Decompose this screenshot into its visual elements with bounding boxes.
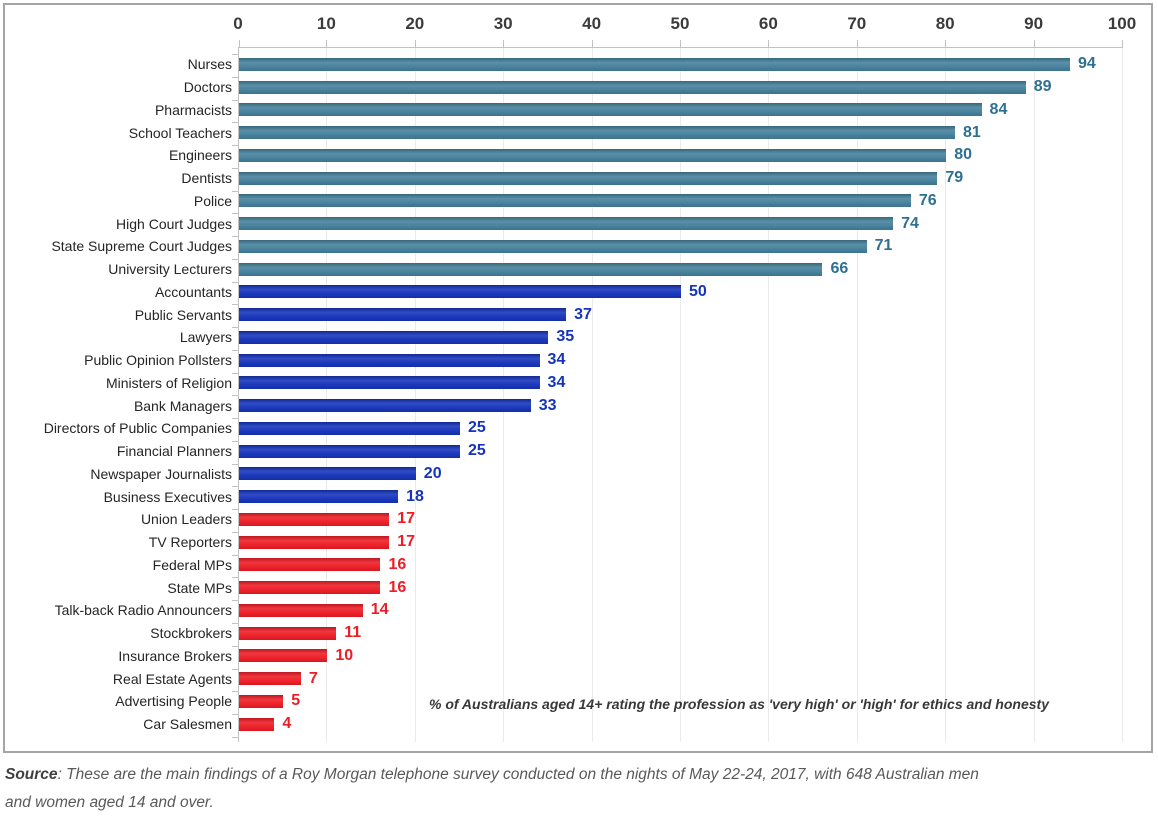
- bar-row: [5, 622, 1123, 645]
- source-line-2: and women aged 14 and over.: [5, 794, 214, 811]
- category-label: Pharmacists: [154, 101, 232, 118]
- value-label: 74: [901, 214, 919, 232]
- category-label: Financial Planners: [116, 443, 232, 460]
- bar: [239, 695, 283, 708]
- value-label: 17: [397, 533, 416, 551]
- category-label: Insurance Brokers: [118, 647, 232, 664]
- category-label: Newspaper Journalists: [90, 465, 232, 482]
- value-label: 11: [344, 624, 362, 642]
- bar: [239, 172, 937, 185]
- bar: [239, 308, 566, 321]
- value-label: 16: [388, 578, 407, 596]
- value-label: 81: [963, 123, 981, 141]
- x-tick-label: 40: [582, 14, 602, 33]
- x-tick-label: 50: [670, 14, 690, 33]
- category-label: Directors of Public Companies: [43, 420, 232, 437]
- bar: [239, 126, 955, 139]
- value-label: 80: [954, 146, 972, 164]
- bar-row: [5, 508, 1123, 531]
- value-label: 50: [689, 282, 707, 300]
- bar: [239, 58, 1070, 71]
- x-tick-label: 20: [405, 14, 425, 33]
- bar-row: [5, 76, 1123, 99]
- axis-tick: [680, 40, 681, 47]
- bar-row: [5, 372, 1123, 395]
- bar-row: [5, 212, 1123, 235]
- category-label: Real Estate Agents: [112, 670, 232, 687]
- value-label: 71: [874, 237, 893, 255]
- bar-row: [5, 576, 1123, 599]
- x-axis: [233, 14, 1137, 38]
- bar: [239, 445, 460, 458]
- source-line-1: [5, 761, 1155, 789]
- value-label: 25: [468, 442, 486, 460]
- category-label: Nurses: [187, 56, 232, 73]
- bar-row: [5, 235, 1123, 258]
- bar-row: [5, 667, 1123, 690]
- bar: [239, 103, 982, 116]
- bar-row: [5, 599, 1123, 622]
- category-label: Police: [193, 192, 232, 209]
- bar: [239, 194, 911, 207]
- bar-row: [5, 121, 1123, 144]
- axis-tick: [592, 40, 593, 47]
- bar: [239, 581, 380, 594]
- category-label: University Lecturers: [108, 261, 232, 278]
- value-label: 10: [335, 646, 354, 664]
- bar-row: [5, 258, 1123, 281]
- bar: [239, 627, 336, 640]
- bar: [239, 331, 548, 344]
- value-label: 5: [291, 692, 301, 710]
- category-label: High Court Judges: [116, 215, 232, 232]
- value-label: 66: [830, 260, 849, 278]
- category-label: Advertising People: [115, 693, 232, 710]
- category-label: TV Reporters: [148, 534, 232, 551]
- bar: [239, 604, 363, 617]
- bar-row: [5, 554, 1123, 577]
- bar-row: [5, 349, 1123, 372]
- bar-row: [5, 144, 1123, 167]
- bar: [239, 490, 398, 503]
- value-label: 4: [282, 715, 292, 733]
- value-label: 14: [370, 601, 389, 619]
- x-tick-label: 60: [758, 14, 778, 33]
- x-tick-label: 0: [233, 14, 243, 33]
- source-note: [5, 761, 1155, 817]
- category-label: Federal MPs: [152, 556, 232, 573]
- bar: [239, 649, 327, 662]
- value-label: 7: [308, 669, 318, 687]
- bar: [239, 263, 822, 276]
- value-label: 34: [547, 373, 566, 391]
- value-label: 33: [538, 396, 557, 414]
- category-label: School Teachers: [128, 124, 232, 141]
- value-label: 18: [406, 487, 424, 505]
- bar-rows: [5, 53, 1123, 736]
- axis-tick: [1122, 40, 1123, 47]
- bar-row: [5, 99, 1123, 122]
- axis-tick: [945, 40, 946, 47]
- value-label: 84: [989, 100, 1008, 118]
- bar: [239, 513, 389, 526]
- bar-row: [5, 53, 1123, 76]
- category-label: State MPs: [167, 579, 232, 596]
- bar-row: [5, 463, 1123, 486]
- axis-tick: [503, 40, 504, 47]
- axis-tick: [768, 40, 769, 47]
- bar-row: [5, 531, 1123, 554]
- category-label: Stockbrokers: [150, 625, 232, 642]
- bar-row: [5, 303, 1123, 326]
- bar-row: [5, 167, 1123, 190]
- axis-tick: [239, 40, 240, 47]
- category-label: Talk-back Radio Announcers: [54, 602, 232, 619]
- bar: [239, 81, 1026, 94]
- category-label: Engineers: [168, 147, 232, 164]
- value-label: 20: [423, 464, 442, 482]
- category-axis-tick: [232, 737, 238, 738]
- category-label: Car Salesmen: [143, 716, 232, 733]
- value-label: 89: [1033, 78, 1052, 96]
- bar: [239, 467, 416, 480]
- value-label: 37: [574, 305, 592, 323]
- value-label: 76: [918, 191, 937, 209]
- bar-row: [5, 190, 1123, 213]
- axis-tick: [326, 40, 327, 47]
- x-tick-label: 100: [1107, 14, 1137, 33]
- bar: [239, 376, 540, 389]
- category-label: Public Opinion Pollsters: [84, 352, 232, 369]
- bar: [239, 354, 540, 367]
- value-label: 35: [556, 328, 575, 346]
- bar: [239, 558, 380, 571]
- bar-chart: [3, 3, 1153, 753]
- value-label: 34: [547, 351, 566, 369]
- category-label: Doctors: [183, 79, 232, 96]
- category-label: State Supreme Court Judges: [51, 238, 232, 255]
- source-text-1: : These are the main findings of a Roy Morgan telephone survey conducted on the nights of May 22-24, 2017, with 648 Australian men: [57, 766, 979, 783]
- category-label: Union Leaders: [140, 511, 232, 528]
- category-label: Lawyers: [179, 329, 232, 346]
- bar-row: [5, 440, 1123, 463]
- axis-tick: [1034, 40, 1035, 47]
- bar: [239, 285, 681, 298]
- value-label: 25: [468, 419, 486, 437]
- source-label: Source: [5, 766, 58, 783]
- x-tick-label: 30: [493, 14, 513, 33]
- category-label: Bank Managers: [133, 397, 232, 414]
- chart-annotation: % of Australians aged 14+ rating the profession as 'very high' or 'high' for ethics and honesty: [429, 696, 1049, 712]
- bar: [239, 399, 531, 412]
- category-label: Accountants: [154, 283, 232, 300]
- bar: [239, 536, 389, 549]
- x-tick-label: 90: [1024, 14, 1044, 33]
- bar-row: [5, 713, 1123, 736]
- axis-tick: [857, 40, 858, 47]
- value-label: 16: [388, 555, 407, 573]
- axis-tick: [415, 40, 416, 47]
- bar-row: [5, 485, 1123, 508]
- bar-row: [5, 645, 1123, 668]
- bar-row: [5, 417, 1123, 440]
- bar-row: [5, 281, 1123, 304]
- bar: [239, 217, 893, 230]
- x-tick-label: 10: [316, 14, 336, 33]
- bar: [239, 240, 867, 253]
- bar-row: [5, 394, 1123, 417]
- x-tick-label: 70: [847, 14, 867, 33]
- category-label: Ministers of Religion: [105, 374, 232, 391]
- bar: [239, 672, 301, 685]
- value-label: 17: [397, 510, 416, 528]
- bar: [239, 422, 460, 435]
- bar: [239, 149, 946, 162]
- bar: [239, 718, 274, 731]
- x-tick-label: 80: [935, 14, 955, 33]
- value-label: 94: [1077, 55, 1096, 73]
- value-label: 79: [945, 169, 964, 187]
- bar-row: [5, 326, 1123, 349]
- category-label: Public Servants: [134, 306, 232, 323]
- category-label: Business Executives: [103, 488, 232, 505]
- category-label: Dentists: [181, 170, 232, 187]
